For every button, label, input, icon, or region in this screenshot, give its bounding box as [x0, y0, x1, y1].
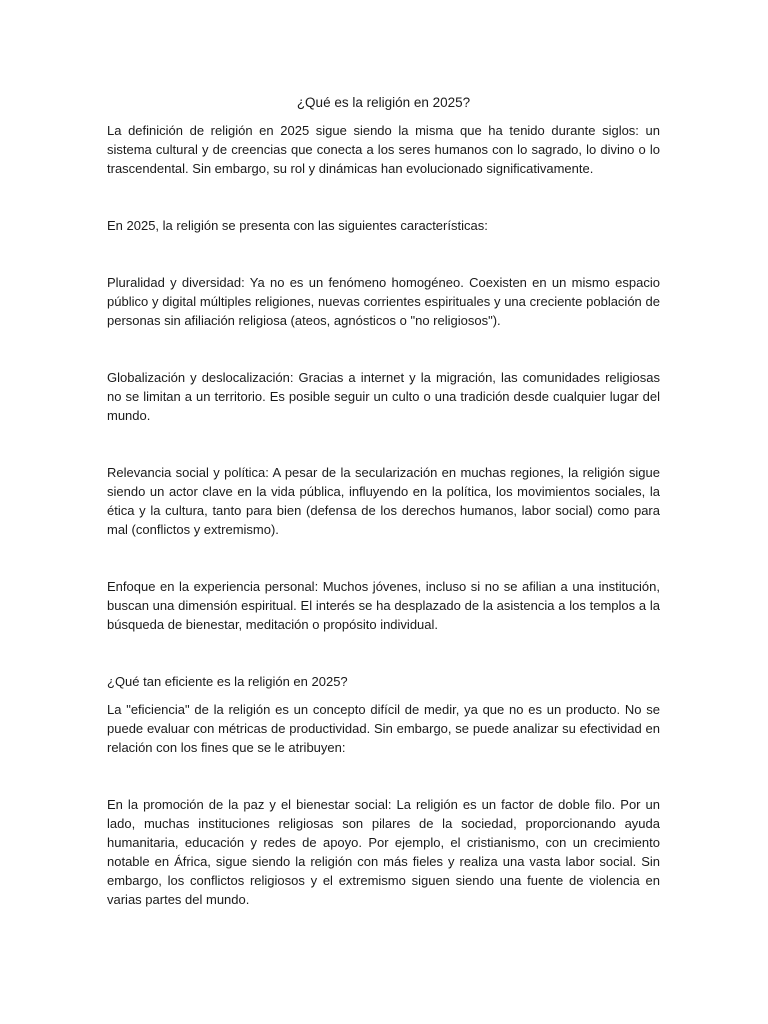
- paragraph-efficiency: La "eficiencia" de la religión es un concepto difícil de medir, ya que no es un producto. No se puede evaluar con métricas de productividad. Sin embargo, se puede analizar su efectividad en relación con los fines que se le atribuyen:: [107, 702, 660, 755]
- paragraph-personal-experience: Enfoque en la experiencia personal: Muchos jóvenes, incluso si no se afilian a una institución, buscan una dimensión espiritual. El interés se ha desplazado de la asistencia a los templos a la búsqueda de bienestar, meditación o propósito individual.: [107, 579, 660, 632]
- paragraph-social-relevance: Relevancia social y política: A pesar de la secularización en muchas regiones, la religión sigue siendo un actor clave en la vida pública, influyendo en la política, los movimientos sociales, la ética y la cultura, tanto para bien (defensa de los derechos humanos, labor social) como para mal (conflictos y extremismo).: [107, 465, 660, 537]
- paragraph-peace-wellbeing: En la promoción de la paz y el bienestar social: La religión es un factor de doble filo. Por un lado, muchas instituciones religiosas son pilares de la sociedad, proporcionando ayuda humanitaria, educación y redes de apoyo. Por ejemplo, el cristianismo, con un crecimiento notable en África, sigue siendo la religión con más fieles y realiza una vasta labor social. Sin embargo, los conflictos religiosos y el extremismo siguen siendo una fuente de violencia en varias partes del mundo.: [107, 797, 660, 907]
- paragraph-definition: La definición de religión en 2025 sigue siendo la misma que ha tenido durante siglos: un sistema cultural y de creencias que conecta a los seres humanos con lo sagrado, lo divino o lo trascendental. Sin embargo, su rol y dinámicas han evolucionado significativamente.: [107, 123, 660, 176]
- paragraph-characteristics-intro: En 2025, la religión se presenta con las siguientes características:: [107, 218, 488, 233]
- paragraph-globalization: Globalización y deslocalización: Gracias a internet y la migración, las comunidades religiosas no se limitan a un territorio. Es posible seguir un culto o una tradición desde cualquier lugar del mundo.: [107, 370, 660, 423]
- document-title: ¿Qué es la religión en 2025?: [296, 95, 471, 110]
- document-body: [107, 93, 660, 909]
- paragraph-plurality: Pluralidad y diversidad: Ya no es un fenómeno homogéneo. Coexisten en un mismo espacio público y digital múltiples religiones, nuevas corrientes espirituales y una creciente población de personas sin afiliación religiosa (ateos, agnósticos o "no religiosos").: [107, 275, 660, 328]
- section-subheading: ¿Qué tan eficiente es la religión en 2025?: [107, 674, 348, 689]
